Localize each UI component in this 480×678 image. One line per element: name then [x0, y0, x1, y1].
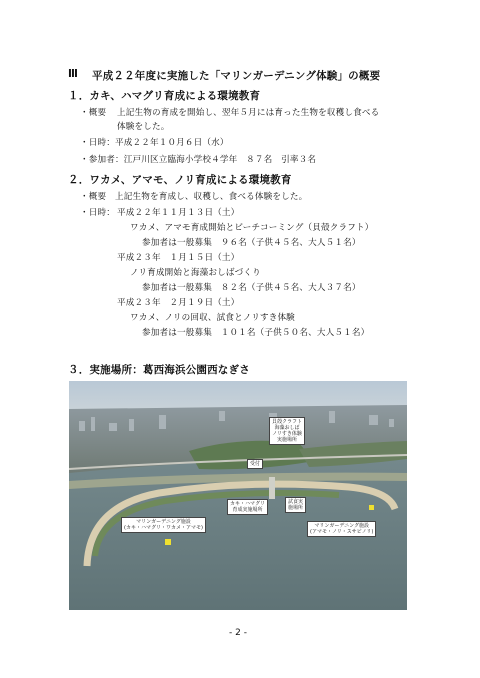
event-2-date: 平成２３年 １月１５日（土） — [117, 253, 240, 263]
subsection-3-heading: ３．実施場所：葛西海浜公園西なぎさ — [68, 364, 250, 376]
event-3-date: 平成２３年 ２月１９日（土） — [117, 298, 240, 308]
callout-crafts-site: 貝殻クラフト 海藻おしば ノリすき体験 実施場所 — [269, 417, 305, 445]
callout-oyster-site: カキ・ハマグリ 育成実施場所 — [227, 499, 268, 515]
s1-summary-label: ・概要 — [80, 108, 107, 118]
event-2-participants: 参加者は一般募集 ８２名（子供４５名、大人３７名） — [142, 283, 361, 293]
page-number: - 2 - — [229, 628, 247, 638]
event-3-participants: 参加者は一般募集 １０１名（子供５０名、大人５１名） — [142, 328, 370, 338]
event-1-participants: 参加者は一般募集 ９６名（子供４５名、大人５１名） — [142, 238, 361, 248]
section-roman-numeral: Ⅲ — [68, 68, 79, 80]
event-2-activity: ノリ育成開始と海藻おしばづくり — [130, 268, 261, 278]
callout-reception: 受付 — [247, 459, 263, 469]
s1-summary-text-2: 体験をした。 — [117, 122, 170, 132]
s2-summary: ・概要 上記生物を育成し、収穫し、食べる体験をした。 — [80, 192, 308, 202]
event-3-activity: ワカメ、ノリの回収、試食とノリすき体験 — [130, 313, 295, 323]
subsection-2-heading: ２．ワカメ、アマモ、ノリ育成による環境教育 — [68, 174, 292, 186]
event-1-activity: ワカメ、アマモ育成開始とビーチコーミング（貝殻クラフト） — [130, 223, 374, 233]
s1-participants: ・参加者：江戸川区立臨海小学校４学年 ８７名 引率３名 — [80, 155, 317, 165]
s1-summary-text: 上記生物の育成を開始し、翌年５月には育った生物を収穫し食べる — [117, 108, 380, 118]
callout-tasting-site: 試食実 施場所 — [285, 497, 306, 513]
s1-date: ・日時：平成２２年１０月６日（水） — [80, 138, 229, 148]
callout-site-east: マリンガーデニング施設 (アマモ・ノリ・スサビノリ) — [307, 521, 376, 537]
s2-date-label: ・日時： — [80, 208, 115, 218]
callout-site-west: マリンガーデニング施設 (カキ・ハマグリ・ワカメ・アマモ) — [121, 517, 206, 533]
subsection-1-heading: １．カキ、ハマグリ育成による環境教育 — [68, 90, 261, 102]
aerial-photo — [69, 381, 407, 610]
section-title: 平成２２年度に実施した「マリンガーデニング体験」の概要 — [92, 70, 381, 82]
event-1-date: 平成２２年１１月１３日（土） — [117, 208, 240, 218]
